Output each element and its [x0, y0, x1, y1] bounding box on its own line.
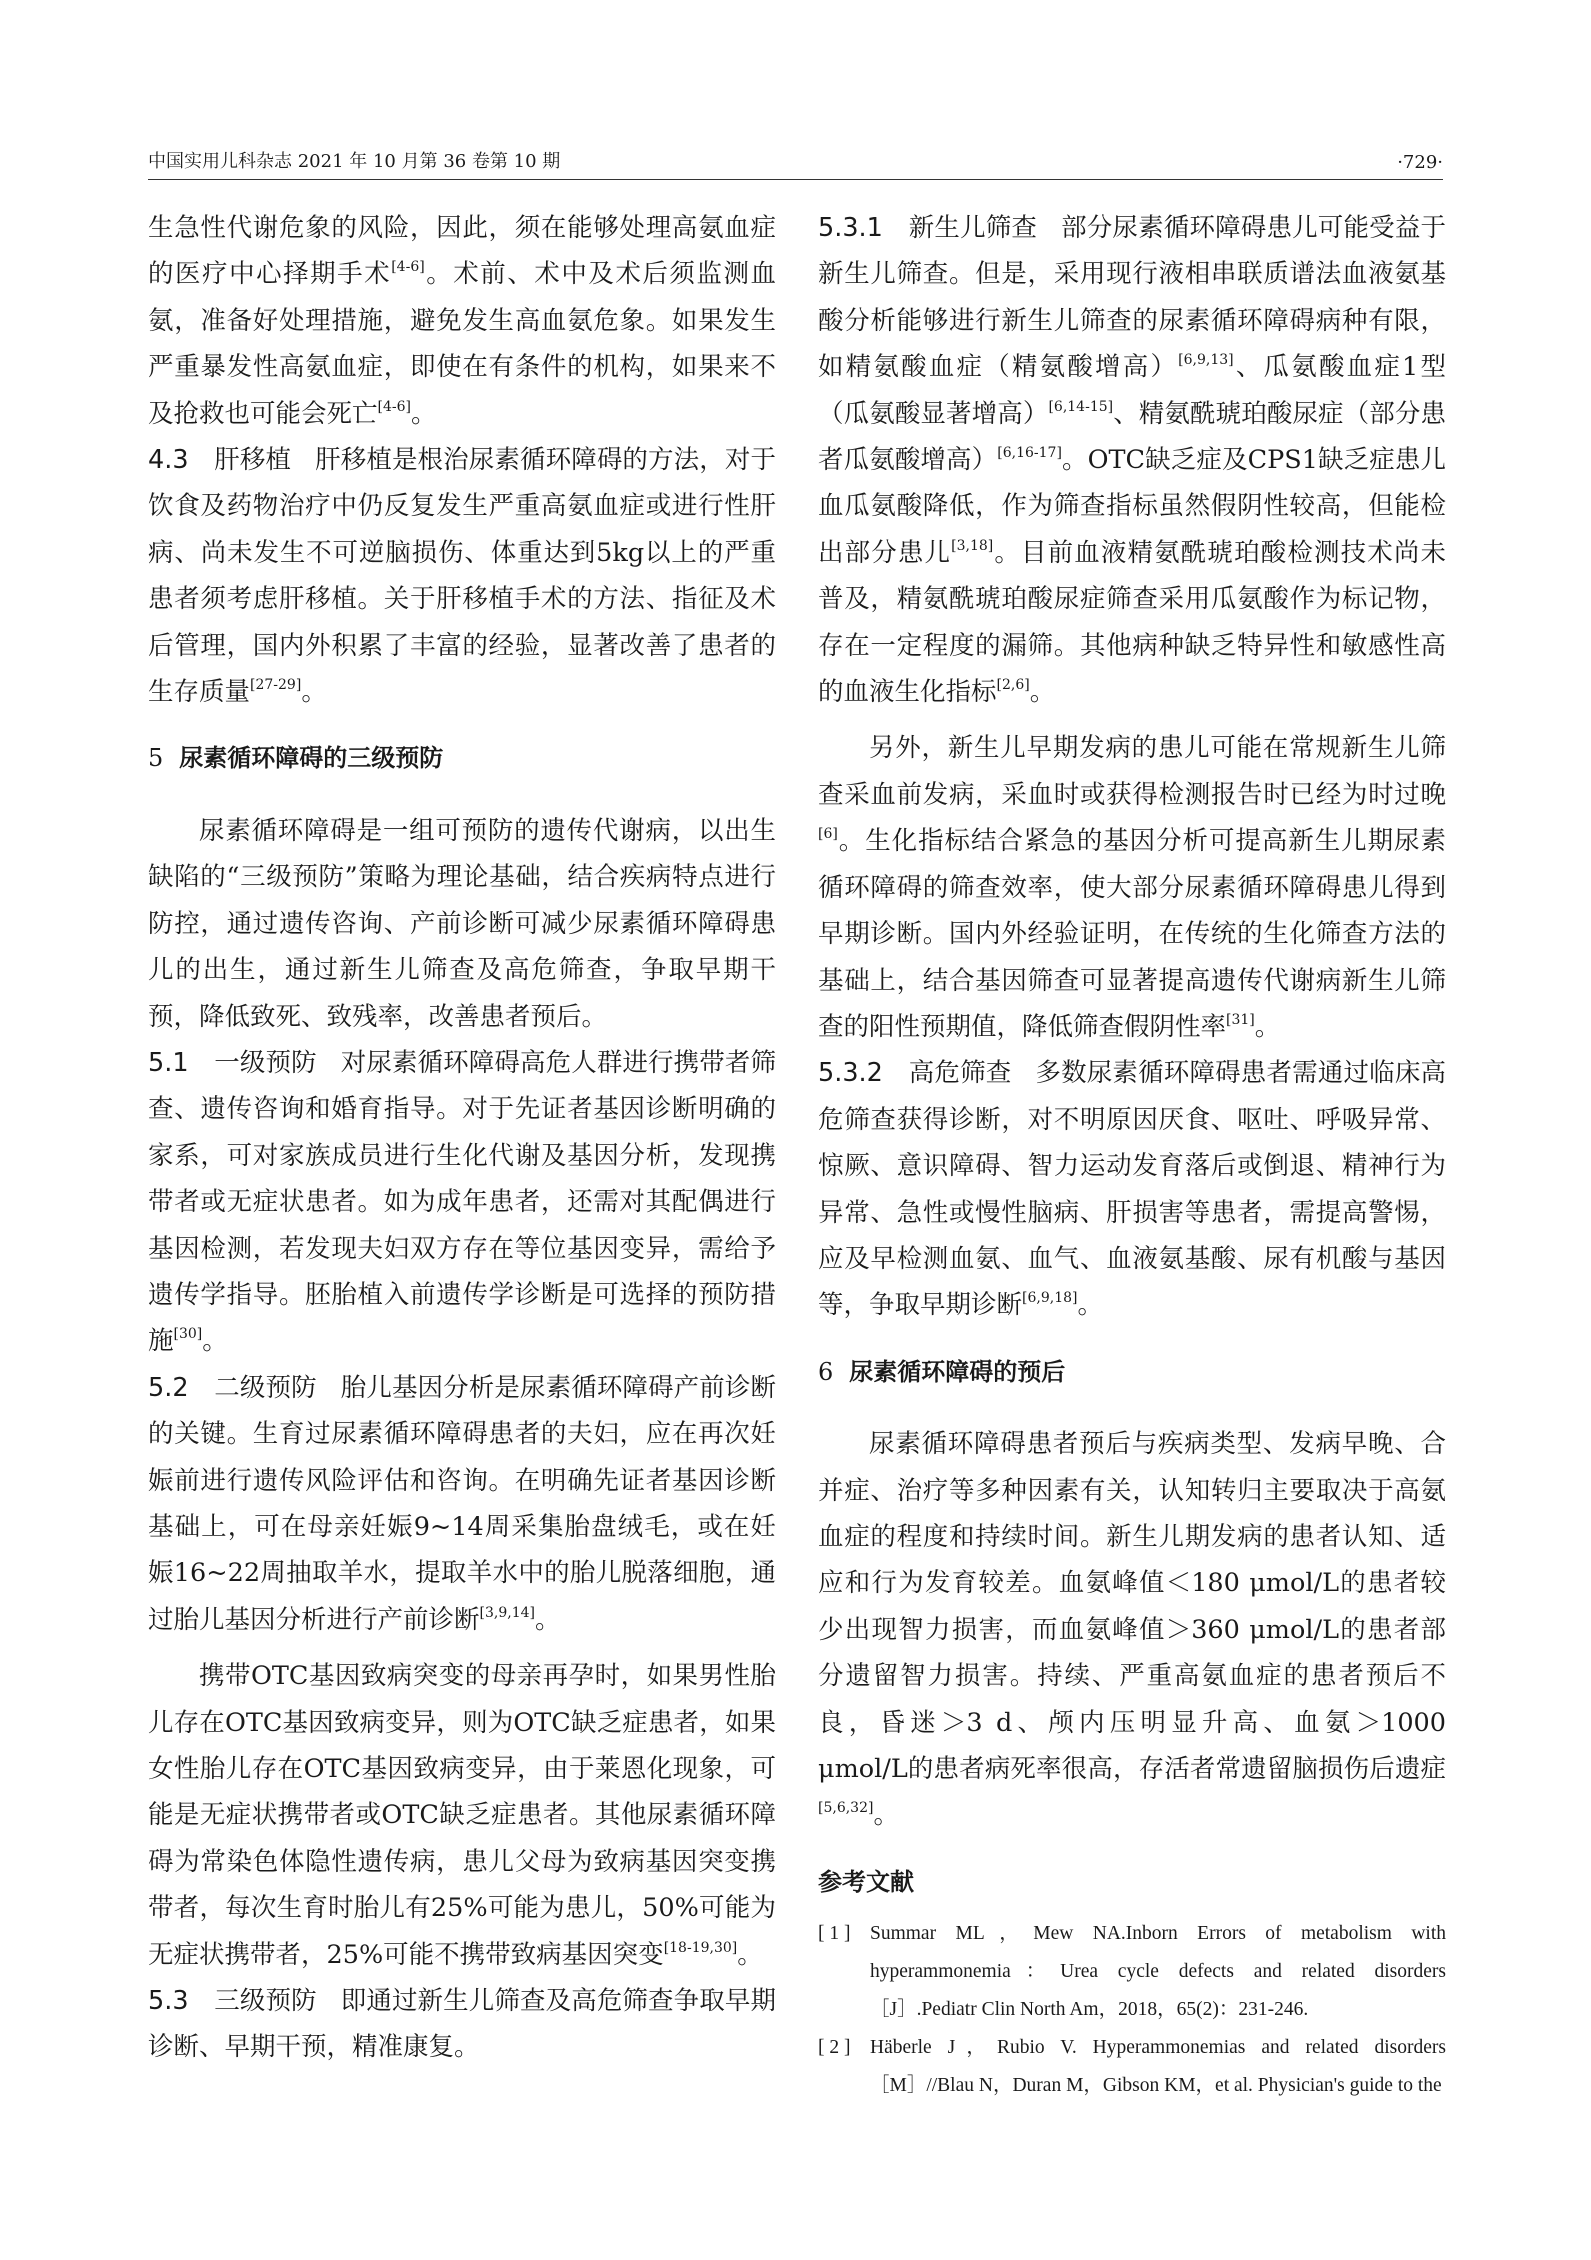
subsection-title: 5.3.1 新生儿筛查	[818, 213, 1038, 243]
citation: [6,14-15]	[1048, 398, 1114, 415]
references-heading: 参考文献	[818, 1867, 914, 1896]
section-4-3: 4.3 肝移植 肝移植是根治尿素循环障碍的方法，对于饮食及药物治疗中仍反复发生严重高氨血症或进行性肝病、尚未发生不可逆脑损伤、体重达到5kg以上的严重患者须考虑肝移植。关于肝移植手术的方法、指征及术后管理，国内外积累了丰富的经验，显著改善了患者的生存质量[27-29]。	[148, 445, 776, 708]
section-5-heading: 5 尿素循环障碍的三级预防	[148, 744, 444, 773]
section-6-heading: 6 尿素循环障碍的预后	[818, 1357, 1066, 1386]
citation: [3,9,14]	[479, 1604, 535, 1621]
subsection-title: 4.3 肝移植	[148, 445, 292, 476]
citation: [3,18]	[951, 537, 994, 554]
citation: [4-6]	[391, 259, 425, 276]
running-head	[148, 133, 1443, 180]
subsection-title: 5.3.2 高危筛查	[818, 1058, 1012, 1089]
subsection-title: 5.1 一级预防	[148, 1047, 317, 1078]
citation: [2,6]	[996, 677, 1030, 694]
section-5-3-1: 5.3.1 新生儿筛查 部分尿素循环障碍患儿可能受益于新生儿筛查。但是，采用现行液相串联质谱法血液氨基酸分析能够进行新生儿筛查的尿素循环障碍病种有限，如精氨酸血症（精氨酸增高）[6,9,13]、瓜氨酸血症1型（瓜氨酸显著增高）[6,14-15]、精氨酰琥珀酸尿症（部分患者瓜氨酸增高）[6,16-17]。OTC缺乏症及CPS1缺乏症患儿血瓜氨酸降低，作为筛查指标虽然假阴性较高，但能检出部分患儿[3,18]。目前血液精氨酰琥珀酸检测技术尚未普及，精氨酰琥珀酸尿症筛查采用瓜氨酸作为标记物，存在一定程度的漏筛。其他病种缺乏特异性和敏感性高的血液生化指标[2,6]。	[818, 213, 1446, 708]
citation: [30]	[173, 1326, 203, 1343]
reference-item	[818, 2029, 1446, 2105]
page-number: ·729·	[1397, 152, 1443, 173]
right-column	[818, 205, 1446, 2105]
journal-title: 中国实用儿科杂志 2021 年 10 月第 36 卷第 10 期	[148, 151, 561, 172]
citation: [18-19,30]	[663, 1939, 738, 1956]
citation: [31]	[1226, 1011, 1255, 1028]
paragraph: 另外，新生儿早期发病的患儿可能在常规新生儿筛查采血前发病，采血时或获得检测报告时已经为时过晚[6]。生化指标结合紧急的基因分析可提高新生儿期尿素循环障碍的筛查效率，使大部分尿素循环障碍患儿得到早期诊断。国内外经验证明，在传统的生化筛查方法的基础上，结合基因筛查可显著提高遗传代谢病新生儿筛查的阳性预期值，降低筛查假阴性率[31]。	[818, 733, 1446, 1042]
subsection-title: 5.3 三级预防	[148, 1986, 317, 2017]
paragraph: 尿素循环障碍患者预后与疾病类型、发病早晚、合并症、治疗等多种因素有关，认知转归主要取决于高氨血症的程度和持续时间。新生儿期发病的患者认知、适应和行为发育较差。血氨峰值＜180 μmol/L的患者较少出现智力损害，而血氨峰值＞360 μmol/L的患者部分遗留智力损害。持续、严重高氨血症的患者预后不良，昏迷＞3 d、颅内压明显升高、血氨＞1000 μmol/L的患者病死率很高，存活者常遗留脑损伤后遗症[5,6,32]。	[818, 1429, 1446, 1831]
citation: [6,16-17]	[997, 445, 1062, 462]
reference-number: [ 2 ]	[818, 2037, 851, 2059]
citation: [27-29]	[250, 677, 302, 694]
citation: [6,9,13]	[1178, 352, 1234, 369]
citation: [4-6]	[377, 398, 411, 415]
section-5-1: 5.1 一级预防 对尿素循环障碍高危人群进行携带者筛查、遗传咨询和婚育指导。对于先证者基因诊断明确的家系，可对家族成员进行生化代谢及基因分析，发现携带者或无症状患者。如为成年患者，还需对其配偶进行基因检测，若发现夫妇双方存在等位基因变异，需给予遗传学指导。胚胎植入前遗传学诊断是可选择的预防措施[30]。	[148, 1047, 776, 1357]
citation: [5,6,32]	[818, 1800, 874, 1817]
subsection-title: 5.2 二级预防	[148, 1372, 317, 1403]
reference-number: [ 1 ]	[818, 1923, 851, 1945]
section-5-3-2: 5.3.2 高危筛查 多数尿素循环障碍患者需通过临床高危筛查获得诊断，对不明原因厌食、呕吐、呼吸异常、惊厥、意识障碍、智力运动发育落后或倒退、精神行为异常、急性或慢性脑病、肝损害等患者，需提高警惕，应及早检测血氨、血气、血液氨基酸、尿有机酸与基因等，争取早期诊断[6,9,18]。	[818, 1058, 1446, 1321]
citation: [6]	[818, 826, 838, 843]
paragraph: 生急性代谢危象的风险，因此，须在能够处理高氨血症的医疗中心择期手术[4-6]。术前、术中及术后须监测血氨，准备好处理措施，避免发生高血氨危象。如果发生严重暴发性高氨血症，即使在有条件的机构，如果来不及抢救也可能会死亡[4-6]。	[148, 213, 776, 429]
left-column	[148, 205, 776, 2071]
reference-text: Summar ML，Mew NA.Inborn Errors of metabolism with hyperammonemia：Urea cycle defects and related disorders［J］.Pediatr Clin North Am，2018，65(2)：231-246.	[870, 1923, 1446, 2021]
reference-item	[818, 1915, 1446, 2029]
citation: [6,9,18]	[1022, 1290, 1078, 1307]
paragraph: 携带OTC基因致病突变的母亲再孕时，如果男性胎儿存在OTC基因致病变异，则为OTC缺乏症患者，如果女性胎儿存在OTC基因致病变异，由于莱恩化现象，可能是无症状携带者或OTC缺乏症患者。其他尿素循环障碍为常染色体隐性遗传病，患儿父母为致病基因突变携带者，每次生育时胎儿有25%可能为患儿，50%可能为无症状携带者，25%可能不携带致病基因突变[18-19,30]。	[148, 1661, 776, 1970]
section-5-2: 5.2 二级预防 胎儿基因分析是尿素循环障碍产前诊断的关键。生育过尿素循环障碍患者的夫妇，应在再次妊娠前进行遗传风险评估和咨询。在明确先证者基因诊断基础上，可在母亲妊娠9~14周采集胎盘绒毛，或在妊娠16~22周抽取羊水，提取羊水中的胎儿脱落细胞，通过胎儿基因分析进行产前诊断[3,9,14]。	[148, 1372, 776, 1635]
section-5-3: 5.3 三级预防 即通过新生儿筛查及高危筛查争取早期诊断、早期干预，精准康复。	[148, 1986, 776, 2063]
reference-text: Häberle J，Rubio V. Hyperammonemias and related disorders［M］//Blau N，Duran M，Gibson KM，et al. Physician's guide to the	[870, 2037, 1446, 2097]
paragraph: 尿素循环障碍是一组可预防的遗传代谢病，以出生缺陷的“三级预防”策略为理论基础，结合疾病特点进行防控，通过遗传咨询、产前诊断可减少尿素循环障碍患儿的出生，通过新生儿筛查及高危筛查，争取早期干预，降低致死、致残率，改善患者预后。	[148, 815, 776, 1032]
